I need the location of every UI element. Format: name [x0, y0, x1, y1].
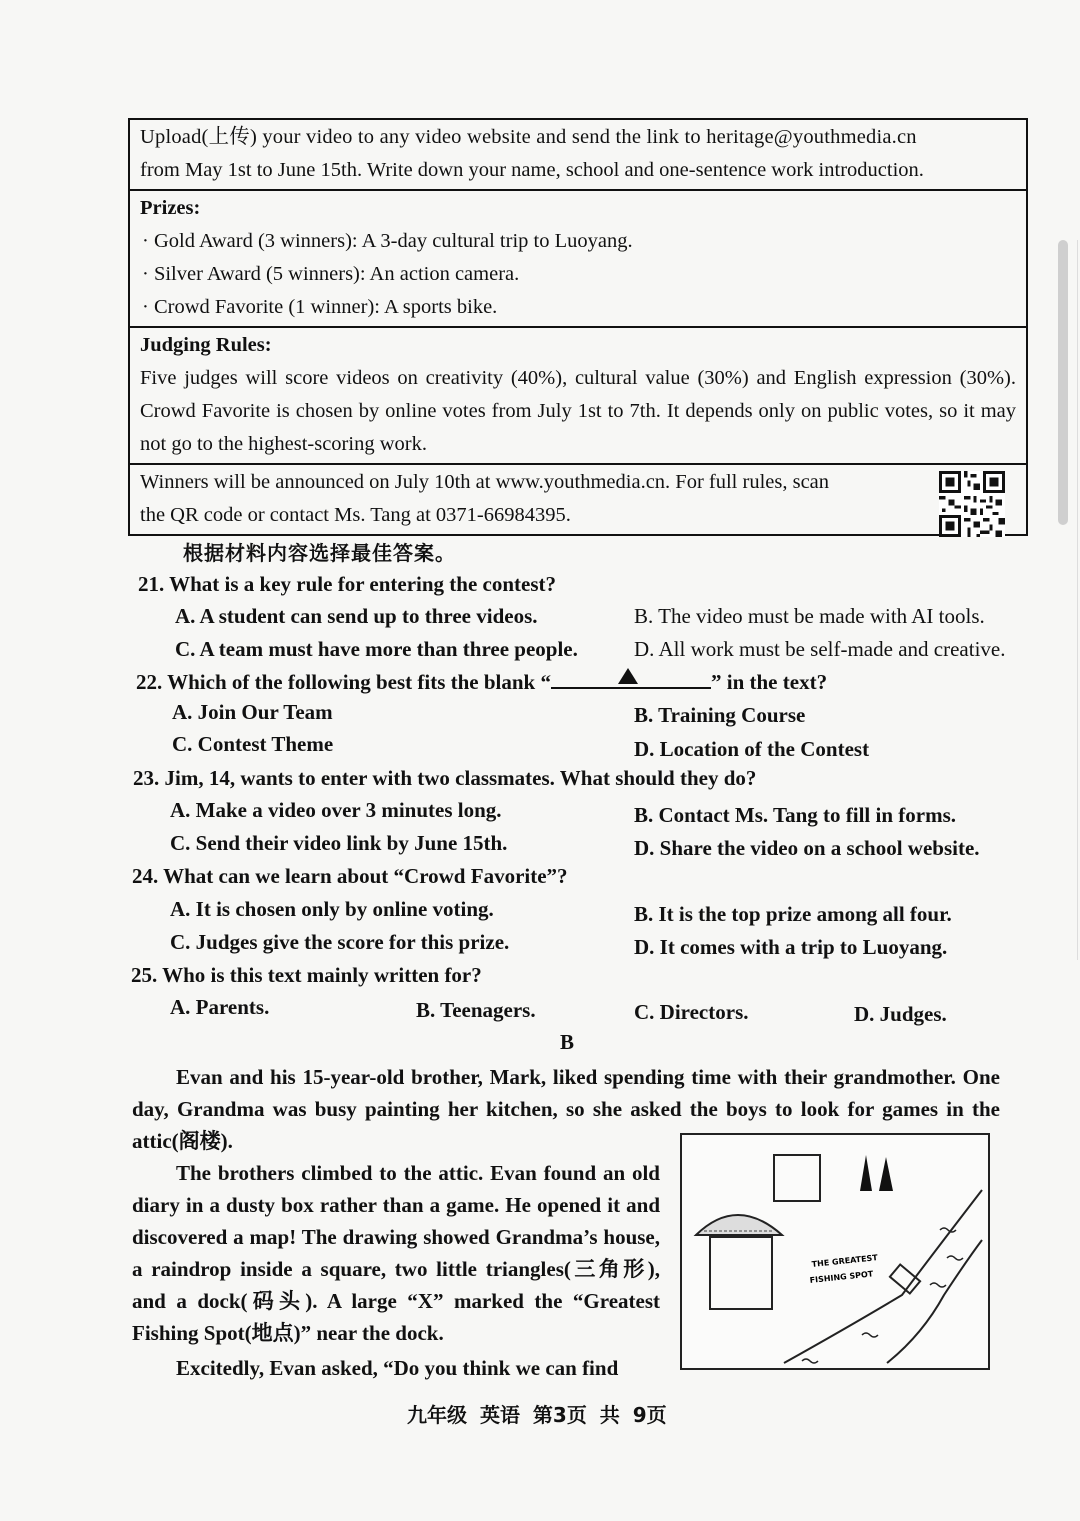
prizes-row — [130, 189, 1026, 326]
question-24-option-d[interactable]: D. It comes with a trip to Luoyang. — [634, 935, 948, 959]
question-21-option-b[interactable]: B. The video must be made with AI tools. — [634, 604, 985, 628]
question-22-option-c[interactable]: C. Contest Theme — [172, 732, 334, 756]
question-22-stem — [136, 669, 827, 695]
page-edge — [1077, 240, 1078, 960]
question-21-option-c[interactable]: C. A team must have more than three people. — [175, 637, 578, 661]
question-23-stem: 23. Jim, 14, wants to enter with two classmates. What should they do? — [133, 766, 757, 790]
triangle-icon — [879, 1157, 893, 1191]
question-22-option-a[interactable]: A. Join Our Team — [172, 700, 333, 724]
question-23-option-d[interactable]: D. Share the video on a school website. — [634, 836, 980, 860]
question-23-option-c[interactable]: C. Send their video link by June 15th. — [170, 831, 508, 855]
question-25-stem: 25. Who is this text mainly written for? — [131, 963, 482, 987]
prize-silver: · Silver Award (5 winners): An action camera. — [142, 263, 520, 285]
question-21-stem: 21. What is a key rule for entering the contest? — [138, 572, 557, 596]
judging-title: Judging Rules: — [140, 334, 272, 356]
instruction: 根据材料内容选择最佳答案。 — [183, 541, 456, 565]
prize-gold: · Gold Award (3 winners): A 3-day cultural trip to Luoyang. — [142, 230, 633, 252]
upload-row — [130, 120, 1026, 189]
raindrop-square-icon — [774, 1155, 820, 1201]
question-24-option-a[interactable]: A. It is chosen only by online voting. — [170, 897, 494, 921]
question-22-stem-before: 22. Which of the following best fits the blank “ — [136, 670, 551, 694]
answer-blank — [551, 669, 711, 689]
passage-paragraph-3-text: Excitedly, Evan asked, “Do you think we can find — [176, 1356, 619, 1380]
prize-crowd-favorite: · Crowd Favorite (1 winner): A sports bike. — [142, 296, 498, 318]
dock-icon — [890, 1265, 920, 1294]
question-25-option-d[interactable]: D. Judges. — [854, 1002, 947, 1026]
question-22-stem-after: ” in the text? — [711, 670, 828, 694]
passage-paragraph-2-text: The brothers climbed to the attic. Evan found an old diary in a dusty box rather than a game. He opened it and discovered a map! The drawing showed Grandma’s house, a raindrop inside a square, two little triangles(三角形), and a dock(码头). A large “X” marked the “Greatest Fishing Spot(地点)” near the dock. — [132, 1161, 660, 1345]
passage-paragraph-2 — [132, 1157, 660, 1349]
question-21-option-d[interactable]: D. All work must be self-made and creative. — [634, 637, 1006, 661]
house-icon — [696, 1215, 782, 1309]
winners-row — [130, 463, 1026, 534]
upload-line-1: Upload(上传) your video to any video website and send the link to heritage@youthmedia.cn — [140, 126, 917, 148]
section-b-label: B — [560, 1030, 575, 1054]
question-24-stem: 24. What can we learn about “Crowd Favorite”? — [132, 864, 568, 888]
page-footer: 九年级 英语 第3页 共 9页 — [407, 1403, 667, 1427]
question-22-option-b[interactable]: B. Training Course — [634, 703, 806, 727]
triangle-icon — [860, 1155, 872, 1191]
river-bank-right — [887, 1240, 982, 1363]
qr-code-icon[interactable] — [938, 471, 1006, 537]
question-25-option-a[interactable]: A. Parents. — [170, 995, 270, 1019]
question-21-option-a[interactable]: A. A student can send up to three videos. — [175, 604, 538, 628]
question-24-option-c[interactable]: C. Judges give the score for this prize. — [170, 930, 510, 954]
question-25-option-c[interactable]: C. Directors. — [634, 1000, 749, 1024]
map-label-line-2: FISHING SPOT — [809, 1269, 874, 1285]
judging-text: Five judges will score videos on creativity (40%), cultural value (30%) and English expression (30%). Crowd Favorite is chosen by online votes from July 1st to 7th. It depends only on public votes, so it may not go to the highest-scoring work. — [140, 367, 1016, 455]
triangle-marker-icon — [617, 667, 639, 685]
map-drawing — [682, 1135, 988, 1368]
passage-paragraph-1-text: Evan and his 15-year-old brother, Mark, liked spending time with their grandmother. One day, Grandma was busy painting her kitchen, so she asked the boys to look for games in the attic(阁楼). — [132, 1065, 1000, 1153]
question-25-option-b[interactable]: B. Teenagers. — [416, 998, 536, 1022]
contest-notice-table — [128, 118, 1028, 536]
question-23-option-a[interactable]: A. Make a video over 3 minutes long. — [170, 798, 502, 822]
question-22-option-d[interactable]: D. Location of the Contest — [634, 737, 870, 761]
question-24-option-b[interactable]: B. It is the top prize among all four. — [634, 902, 952, 926]
judging-row — [130, 326, 1026, 463]
winners-line-2: the QR code or contact Ms. Tang at 0371-66984395. — [140, 504, 571, 526]
scrollbar[interactable] — [1058, 240, 1068, 525]
question-23-option-b[interactable]: B. Contact Ms. Tang to fill in forms. — [634, 803, 957, 827]
upload-line-2: from May 1st to June 15th. Write down your name, school and one-sentence work introduction. — [140, 159, 924, 181]
treasure-map-illustration — [680, 1133, 990, 1370]
winners-line-1: Winners will be announced on July 10th at www.youthmedia.cn. For full rules, scan — [140, 471, 830, 493]
map-label-line-1: THE GREATEST — [811, 1253, 879, 1269]
prizes-title: Prizes: — [140, 197, 201, 219]
passage-paragraph-3 — [132, 1352, 660, 1384]
